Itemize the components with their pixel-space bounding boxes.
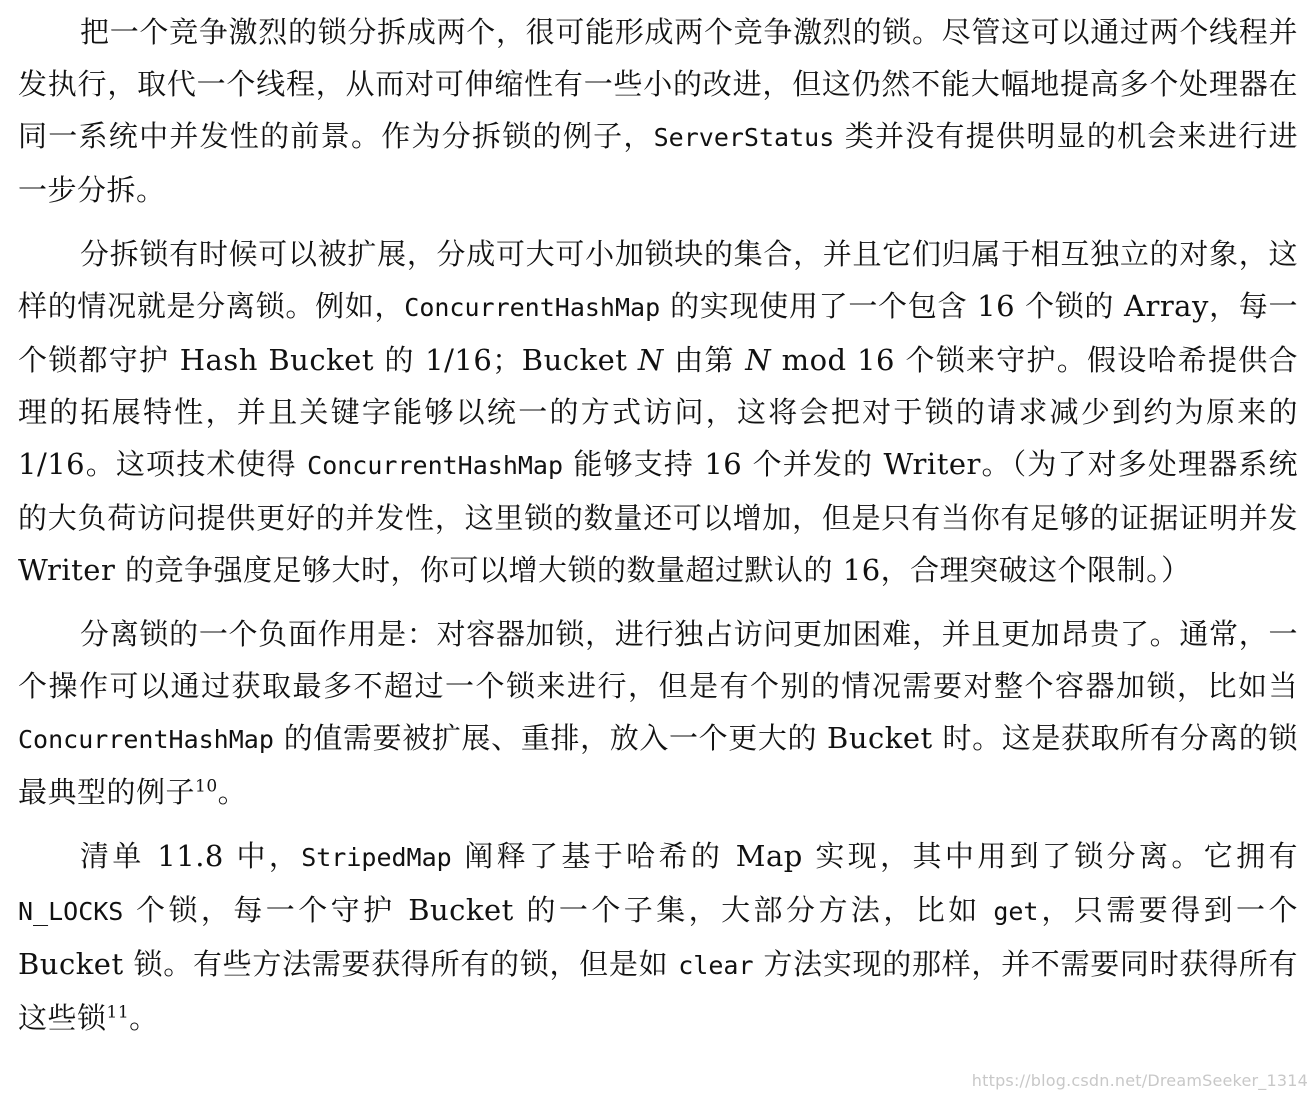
paragraph-striping-downside (18, 608, 1298, 818)
text-run: 类并没有提供明显的机会来进行进一步分拆。 (18, 119, 1298, 207)
italic-n: N (637, 343, 664, 377)
text-run: 的实现使用了一个包含 16 个锁的 Array，每一个锁都守护 Hash Bucket 的 1/16；Bucket (18, 289, 1298, 377)
text-run: 分离锁的一个负面作用是：对容器加锁，进行独占访问更加困难，并且更加昂贵了。通常，一个操作可以通过获取最多不超过一个锁来进行，但是有个别的情况需要对整个容器加锁，比如当 (18, 617, 1298, 703)
text-run: 阐释了基于哈希的 Map 实现，其中用到了锁分离。它拥有 (451, 839, 1298, 873)
code-n-locks: N_LOCKS (18, 897, 124, 926)
code-concurrenthashmap: ConcurrentHashMap (18, 725, 274, 754)
footnote-ref-11: 11 (106, 1002, 130, 1023)
code-concurrenthashmap: ConcurrentHashMap (307, 451, 564, 480)
code-serverstatus: ServerStatus (653, 123, 835, 152)
code-concurrenthashmap: ConcurrentHashMap (404, 293, 661, 322)
text-run: 个锁，每一个守护 Bucket 的一个子集，大部分方法，比如 (123, 893, 994, 927)
text-run: 把一个竞争激烈的锁分拆成两个，很可能形成两个竞争激烈的锁。尽管这可以通过两个线程并发执行，取代一个线程，从而对可伸缩性有一些小的改进，但这仍然不能大幅地提高多个处理器在同一系统中并发性的前景。作为分拆锁的例子， (18, 15, 1298, 153)
text-run: 分拆锁有时候可以被扩展，分成可大可小加锁块的集合，并且它们归属于相互独立的对象，这样的情况就是分离锁。例如， (18, 237, 1298, 323)
document-page (18, 6, 1298, 1044)
text-run: 由第 (663, 343, 746, 377)
italic-n: N (745, 343, 772, 377)
text-run: mod 16 个锁来守护。假设哈希提供合理的拓展特性，并且关键字能够以统一的方式访问，这将会把对于锁的请求减少到约为原来的 1/16。这项技术使得 (18, 343, 1299, 481)
paragraph-lock-striping (18, 228, 1298, 596)
text-run: 。 (129, 1001, 159, 1035)
text-run: 能够支持 16 个并发的 Writer。（为了对多处理器系统的大负荷访问提供更好的并发性，这里锁的数量还可以增加，但是只有当你有足够的证据证明并发 Writer 的竞争强度足够大时，你可以增大锁的数量超过默认的 16，合理突破这个限制。） (18, 447, 1298, 587)
text-run: 的值需要被扩展、重排，放入一个更大的 Bucket 时。这是获取所有分离的锁最典型的例子 (18, 721, 1298, 809)
footnote-ref-10: 10 (195, 776, 218, 797)
text-run: 清单 11.8 中， (80, 839, 302, 873)
code-get: get (993, 897, 1039, 926)
paragraph-stripedmap (18, 830, 1298, 1044)
text-run: 方法实现的那样，并不需要同时获得所有这些锁 (18, 947, 1298, 1035)
code-clear: clear (678, 951, 754, 980)
paragraph-lock-splitting (18, 6, 1298, 216)
watermark: https://blog.csdn.net/DreamSeeker_1314 (971, 1071, 1308, 1090)
text-run: ，只需要得到一个 Bucket 锁。有些方法需要获得所有的锁，但是如 (18, 893, 1298, 981)
text-run: 。 (217, 775, 248, 809)
code-stripedmap: StripedMap (301, 843, 452, 872)
